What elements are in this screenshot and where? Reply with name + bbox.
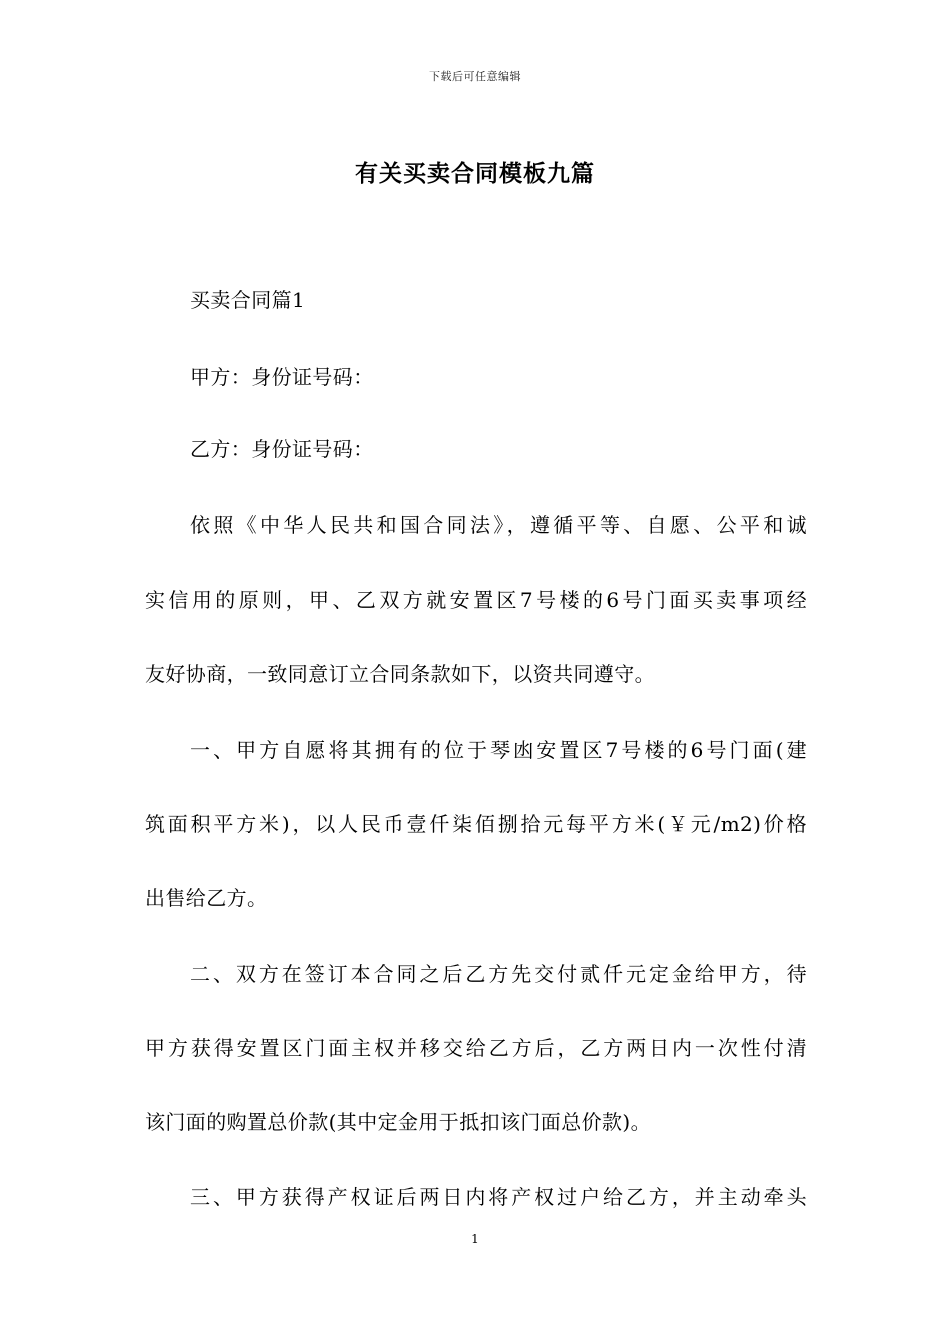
party-a-line: 甲方：身份证号码： <box>190 365 374 389</box>
clause-line: 二、双方在签订本合同之后乙方先交付贰仟元定金给甲方，待 <box>190 962 807 986</box>
clause-line: 一、甲方自愿将其拥有的位于琴凼安置区7号楼的6号门面(建 <box>190 738 807 762</box>
clause-line: 该门面的购置总价款(其中定金用于抵扣该门面总价款)。 <box>145 1110 652 1134</box>
paragraph-line: 依照《中华人民共和国合同法》，遵循平等、自愿、公平和诚 <box>190 513 807 537</box>
clause-line: 筑面积平方米)，以人民币壹仟柒佰捌拾元每平方米(￥元/m2)价格 <box>145 812 807 836</box>
party-b-line: 乙方：身份证号码： <box>190 437 374 461</box>
clause-line: 甲方获得安置区门面主权并移交给乙方后，乙方两日内一次性付清 <box>145 1036 807 1060</box>
document-title: 有关买卖合同模板九篇 <box>355 160 595 187</box>
clause-line: 出售给乙方。 <box>145 886 268 910</box>
page-number: 1 <box>471 1232 479 1246</box>
paragraph-line: 友好协商，一致同意订立合同条款如下，以资共同遵守。 <box>145 662 655 686</box>
paragraph-line: 实信用的原则，甲、乙双方就安置区7号楼的6号门面买卖事项经 <box>145 588 807 612</box>
section-heading: 买卖合同篇1 <box>190 288 306 312</box>
clause-line: 三、甲方获得产权证后两日内将产权过户给乙方，并主动牵头 <box>190 1185 807 1209</box>
header-note: 下载后可任意编辑 <box>429 70 521 83</box>
